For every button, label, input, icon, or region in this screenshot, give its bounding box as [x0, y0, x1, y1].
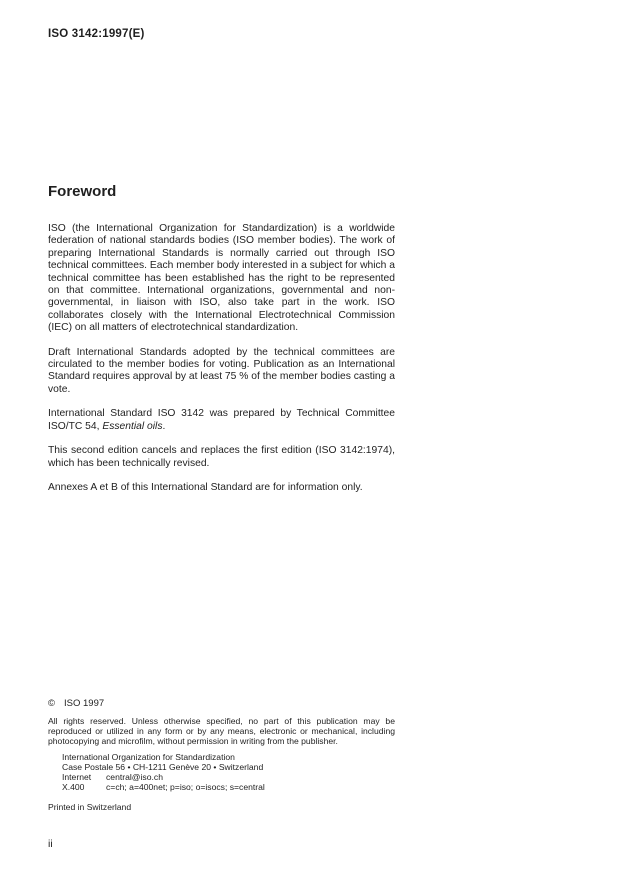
contact-label-internet: Internet: [62, 772, 92, 782]
contact-line-x400: [62, 782, 395, 792]
publisher-address: [62, 752, 395, 792]
foreword-paragraph-3: [48, 408, 395, 433]
address-line-postal: Case Postale 56 • CH-1211 Genève 20 • Switzerland: [62, 762, 264, 772]
committee-name-italic: Essential oils: [102, 420, 163, 432]
foreword-paragraph-4: This second edition cancels and replaces the first edition (ISO 3142:1974), which has been technically revised.: [48, 445, 395, 469]
foreword-paragraph-1: ISO (the International Organization for Standardization) is a worldwide federation of national standards bodies (ISO member bodies). The work of preparing International Standards is normally carried out through ISO technical committees. Each member body interested in a subject for which a technical committee has been established has the right to be represented on that committee. International organizations, governmental and non-governmental, in liaison with ISO, also take part in the work. ISO collaborates closely with the International Electrotechnical Commission (IEC) on all matters of electrotechnical standardization.: [48, 223, 395, 334]
foreword-section: [48, 183, 395, 506]
foreword-title: Foreword: [48, 183, 117, 200]
footer-block: [48, 698, 395, 812]
address-line-organization: International Organization for Standardization: [62, 752, 235, 762]
document-id: ISO 3142:1997(E): [48, 28, 145, 40]
contact-line-internet: [62, 772, 395, 782]
copyright-line: [48, 698, 395, 709]
foreword-paragraph-5: Annexes A et B of this International Standard are for information only.: [48, 481, 363, 493]
printed-in-line: Printed in Switzerland: [48, 802, 132, 812]
foreword-paragraph-2: Draft International Standards adopted by the technical committees are circulated to the member bodies for voting. Publication as an International Standard requires approval by at least 75 % of the member bodies casting a vote.: [48, 346, 395, 395]
foreword-paragraph-3-text: International Standard ISO 3142 was prepared by Technical Committee ISO/TC 54,: [48, 408, 395, 432]
rights-notice: All rights reserved. Unless otherwise specified, no part of this publication may be reproduced or utilized in any form or by any means, electronic or mechanical, including photocopying and microfilm, without permission in writing from the publisher.: [48, 716, 395, 746]
copyright-text: ISO 1997: [64, 698, 105, 709]
page-number: ii: [48, 838, 53, 850]
copyright-symbol: ©: [48, 698, 55, 709]
contact-value-x400: c=ch; a=400net; p=iso; o=isocs; s=central: [106, 782, 265, 792]
contact-label-x400: X.400: [62, 782, 85, 792]
contact-value-internet: central@iso.ch: [106, 772, 163, 782]
foreword-paragraph-3-period: .: [162, 420, 166, 432]
